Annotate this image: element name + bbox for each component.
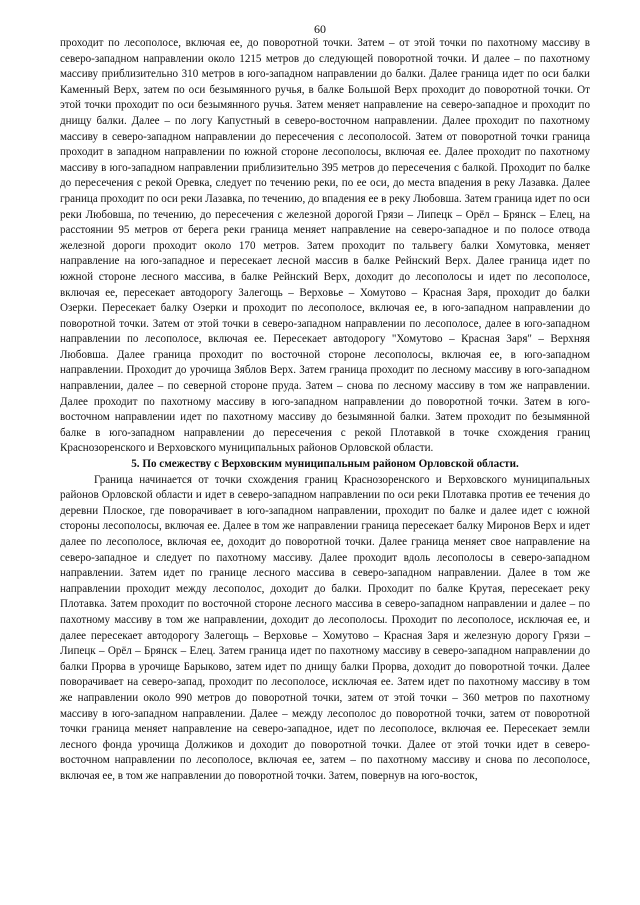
page-number: 60 (314, 22, 326, 36)
section-heading: 5. По смежеству с Верховским муниципальным районом Орловской области. (131, 458, 519, 471)
document-body (60, 36, 590, 785)
paragraph-verkhovsky-boundary: Граница начинается от точки схождения границ Краснозоренского и Верховского муниципальных районов Орловской области и идет в северо-западном направлении по оси реки Плотавка против ее течения до деревни Плоское, где поворачивает в юго-западном направлении, проходит по балке и далее идет с южной стороны лесополосы, включая ее. Далее в том же направлении граница пересекает балку Миронов Верх и идет далее по лесополосе, включая ее, доходит до поворотной точки. Далее граница меняет свое направление на северо-западное и следует по пахотному массиву. Далее проходит вдоль лесополосы в северо-западном направлении. Затем идет по границе лесного массива в северо-западном направлении. Далее в том же направлении проходит между лесополос, доходит до балки. Проходит по балке Крутая, пересекает реку Плотавка. Затем проходит по восточной стороне лесного массива в северо-западном направлении и далее – по пахотному массиву в том же направлении, доходит до лесополосы. Проходит по лесополосе, исключая ее, и далее пересекает автодорогу Залегощь – Верховье – Хомутово – Красная Заря и железную дорогу Грязи – Липецк – Орёл – Брянск – Елец. Затем граница идет по пахотному массиву в северо-западном направлении до балки Прорва в урочище Барыково, затем идет по днищу балки Прорва, доходит до поворотной точки. Далее поворачивает на северо-запад, проходит по лесополосе, исключая ее. Затем идет по пахотному массиву в том же направлении около 990 метров до поворотной точки, затем от этой точки – 360 метров по пахотному массиву в юго-западном направлении. Далее – между лесополос до поворотной точки, затем от поворотной точки граница меняет направление на северо-западное, идет по лесополосе, включая ее. Пересекает земли лесного фонда урочища Должиков и доходит до поворотной точки. Далее от этой точки идет в северо-восточном направлении по лесополосе, включая ее, затем – по пахотному массиву и снова по лесополосе, включая ее, в том же направлении до поворотной точки. Затем, повернув на юго-восток, (60, 473, 590, 782)
paragraph-boundary-continuation: проходит по лесополосе, включая ее, до поворотной точки. Затем – от этой точки по пахотному массиву в северо-западном направлении около 1215 метров до следующей поворотной точки. И далее – по пахотному массиву приблизительно 310 метров в юго-западном направлении до балки. Далее граница идет по оси балки Каменный Верх, затем по оси безымянного ручья, в балке Большой Верх проходит до поворотной точки. От этой точки проходит по оси безымянного ручья. Затем меняет направление на северо-западное и проходит по днищу балки. Далее – по логу Капустный в северо-восточном направлении. Далее проходит по пахотному массиву в северо-западном направлении до пересечения с лесополосой. Затем от поворотной точки граница проходит в западном направлении по южной стороне лесополосы, включая ее. Далее проходит по пахотному массиву в юго-западном направлении приблизительно 395 метров до пересечения с балкой. Проходит по балке до пересечения с рекой Оревка, следует по течению реки, по ее оси, до места впадения в реку Лазавка. Далее граница проходит по оси реки Лазавка, по течению, до впадения ее в реку Любовша. Затем граница идет по оси реки Любовша, по течению, до пересечения с железной дорогой Грязи – Липецк – Орёл – Брянск – Елец, на расстоянии 95 метров от берега реки граница меняет направление на северо-западное и по полосе отвода железной дороги проходит около 170 метров. Затем проходит по тальвегу балки Хомутовка, меняет направление на юго-западное и пересекает лесной массив в балке Рейнский Верх. Далее граница идет по южной стороне лесного массива, в балке Рейнский Верх, доходит до лесополосы и идет по лесополосе, включая ее, пересекает автодорогу Залегощь – Верховье – Хомутово – Красная Заря, проходит до балки Озерки. Пересекает балку Озерки и проходит по лесополосе, включая ее, в юго-западном направлении до поворотной точки. Затем от этой точки в северо-западном направлении по лесополосе, далее в юго-западном направлении по лесополосе, включая ее. Пересекает автодорогу "Хомутово – Красная Заря" – Верхняя Любовша. Далее граница проходит по восточной стороне лесополосы, включая ее, в юго-западном направлении. Проходит до урочища Зяблов Верх. Затем граница проходит по лесному массиву в юго-западном направлении, далее – по северной стороне пруда. Затем – снова по лесному массиву в том же направлении. Далее проходит по пахотному массиву в юго-западном направлении до поворотной точки. Затем в юго-восточном направлении идет по пахотному массиву до безымянной балки. Затем проходит по безымянной балке в юго-западном направлении до пересечения с рекой Плотавкой в точке схождения границ Краснозоренского и Верховского муниципальных районов Орловской области. (60, 37, 590, 455)
